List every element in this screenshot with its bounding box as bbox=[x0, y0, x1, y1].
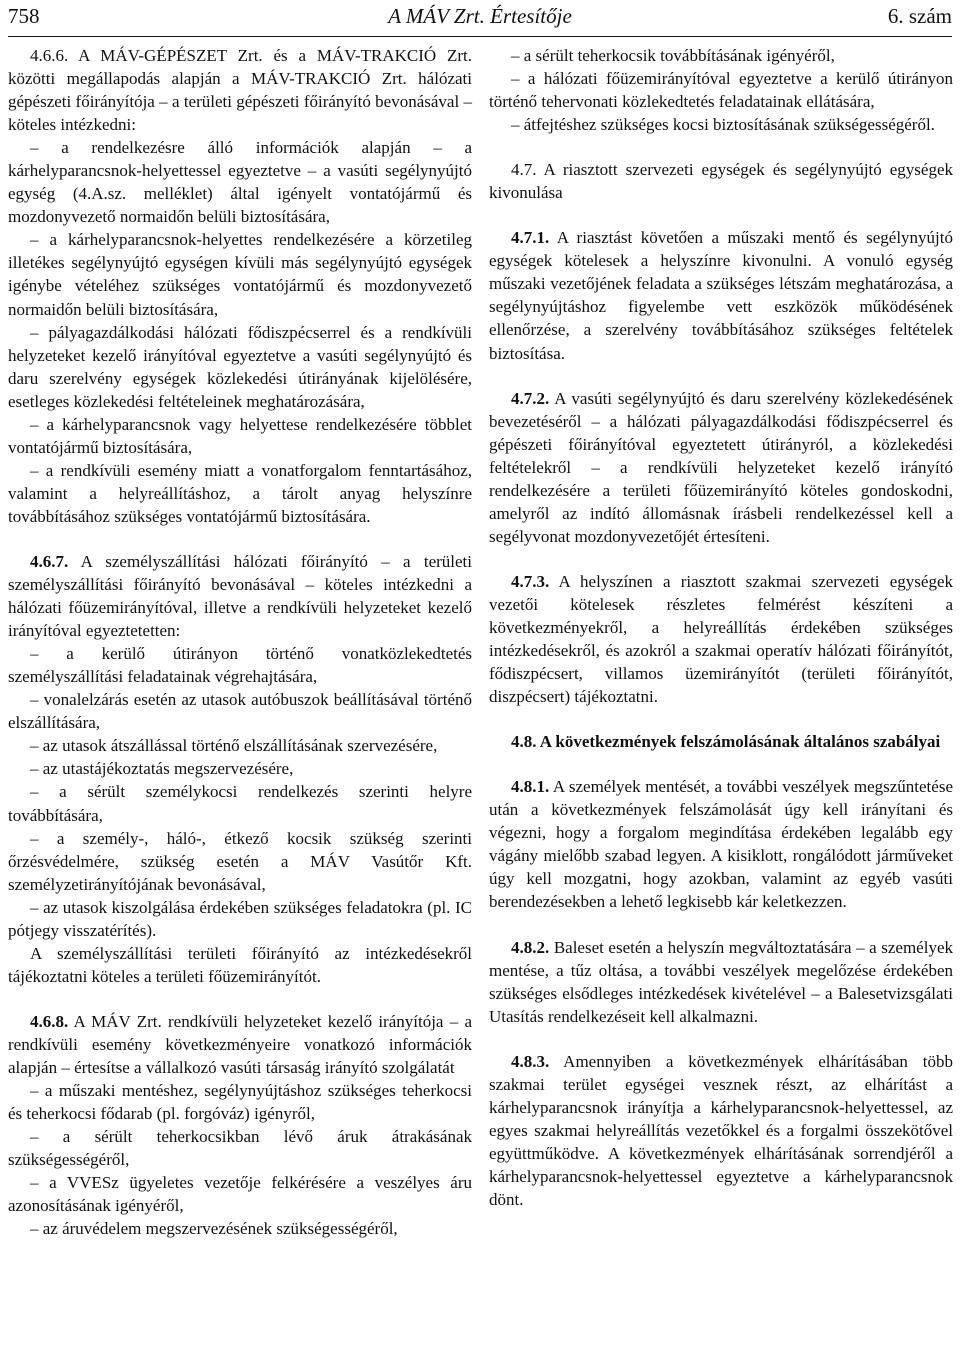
section-4-8-1 bbox=[489, 775, 953, 913]
section-number: 4.8.1. bbox=[511, 777, 550, 797]
journal-title: A MÁV Zrt. Értesítője bbox=[388, 4, 572, 28]
list-item: – a kárhelyparancsnok-helyettes rendelkezésére a körzetileg illetékes segélynyújtó egységen kívüli más segélynyújtó egységek igénybe vételéhez szükséges vontatójármű és mozdonyvezető normaidőn belüli biztosítására, bbox=[8, 230, 472, 319]
section-4-7-3 bbox=[489, 570, 953, 708]
list-item: – a műszaki mentéshez, segélynyújtáshoz szükséges teherkocsi és teherkocsi fődarab (pl. forgóváz) igényről, bbox=[8, 1081, 472, 1124]
list-item: – az utastájékoztatás megszervezésére, bbox=[30, 759, 294, 779]
section-text: A vasúti segélynyújtó és daru szerelvény közlekedésének bevezetéséről – a hálózati pályagazdálkodási fődiszpécserrel és gépészeti főirányítóval egyeztetett útirányról, a közlekedési feltételekről – a rendkívüli helyzeteket kezelő irányító rendelkezésére a területi főüzemirányító köteles gondoskodni, amelyről az indító állomásnak írásbeli rendelkezéssel kell a segélyvonat mozdonyvezetőjét értesíteni. bbox=[489, 388, 953, 546]
page-header bbox=[8, 0, 952, 34]
section-4-6-7 bbox=[8, 550, 472, 642]
page-number: 758 bbox=[8, 4, 40, 28]
paragraph: 4.6.6. A MÁV-GÉPÉSZET Zrt. és a MÁV-TRAKCIÓ Zrt. közötti megállapodás alapján a MÁV-TRAKCIÓ Zrt. hálózati gépészeti főirányítója – a területi gépészeti főirányító bevonásával – köteles intézkedni: bbox=[8, 46, 472, 135]
section-number: 4.7.1. bbox=[511, 228, 550, 248]
list-item: – átfejtéshez szükséges kocsi biztosításának szükségességéről. bbox=[511, 115, 935, 135]
section-number: 4.7.2. bbox=[511, 388, 550, 408]
section-text: A helyszínen a riasztott szakmai szervezeti egységek vezetői kötelesek részletes felmérést készíteni a következményekről, a helyreállítás érdekében szükséges intézkedésekről, és azokról a szakmai operatív hálózati főirányítót, fődiszpécsert, villamos üzemirányítót (területi főirányítót, diszpécsert) tájékoztatni. bbox=[489, 571, 953, 707]
list-item: – az utasok átszállással történő elszállításának szervezésére, bbox=[30, 736, 438, 756]
section-4-6-8 bbox=[8, 1010, 472, 1079]
section-heading-4-8: 4.8. A következmények felszámolásának általános szabályai bbox=[511, 732, 941, 752]
left-column bbox=[8, 44, 472, 1240]
list-item: – a sérült teherkocsik továbbításának igényéről, bbox=[511, 46, 835, 65]
list-item: – a hálózati főüzemirányítóval egyeztetve a kerülő útirányon történő tehervonati közlekedtetés feladatainak ellátására, bbox=[489, 69, 953, 112]
section-number: 4.6.7. bbox=[30, 551, 69, 571]
list-item: – a rendkívüli esemény miatt a vonatforgalom fenntartásához, valamint a helyreállításhoz, a tárolt anyag helyszínre továbbításához szükséges vontatójármű biztosítására. bbox=[8, 460, 472, 526]
list-item: – az utasok kiszolgálása érdekében szükséges feladatokra (pl. IC pótjegy visszatérítés). bbox=[8, 897, 472, 940]
section-text: Amennyiben a következmények elhárításában több szakmai terület egységei vesznek részt, az elhárítást a kárhelyparancsnok irányítja a kárhelyparancsnok-helyettessel, az egyes szakmai helyreállítás vezetőkkel és a forgalmi összekötővel együttműködve. A következmények elhárításának sorrendjéről a kárhelyparancsnok-helyettessel egyeztetve a kárhelyparancsnok dönt. bbox=[489, 1051, 953, 1209]
paragraph: A személyszállítási területi főirányító az intézkedésekről tájékoztatni köteles a területi főüzemirányítót. bbox=[8, 943, 472, 986]
section-number: 4.8.2. bbox=[511, 937, 550, 957]
section-heading-4-7: 4.7. A riasztott szervezeti egységek és segélynyújtó egységek kivonulása bbox=[489, 160, 953, 203]
section-number: 4.8.3. bbox=[511, 1051, 550, 1071]
list-item: – az áruvédelem megszervezésének szükségességéről, bbox=[30, 1219, 398, 1239]
list-item: – a személy-, háló-, étkező kocsik szükség szerinti őrzésvédelmére, szükség esetén a MÁV Vasútőr Kft. személyzetirányítójának bevonásával, bbox=[8, 828, 472, 894]
section-4-8-2 bbox=[489, 936, 953, 1028]
list-item: – a rendelkezésre álló információk alapján – a kárhelyparancsnok-helyettessel egyeztetve – a vasúti segélynyújtó egység (4.A.sz. melléklet) által igényelt vontatójármű és mozdonyvezető normaidőn belüli biztosítására, bbox=[8, 138, 472, 227]
section-text: A riasztást követően a műszaki mentő és segélynyújtó egységek kötelesek a helyszínre kivonulni. A vonuló egység műszaki vezetőjének feladata a szükséges létszám meghatározása, a segélynyújtáshoz figyelembe vett eszközök működésének ellenőrzése, a szerelvény továbbításához szükséges feltételek biztosítása. bbox=[489, 228, 953, 363]
section-4-8-3 bbox=[489, 1050, 953, 1211]
issue-number: 6. szám bbox=[887, 4, 952, 28]
header-rule bbox=[8, 36, 952, 37]
section-number: 4.6.8. bbox=[30, 1011, 69, 1031]
section-text: A személyszállítási hálózati főirányító – a területi személyszállítási főirányító bevonásával – köteles intézkedni a hálózati főüzemirányítóval, illetve a rendkívüli helyzeteket kezelő irányítóval egyeztetetten: bbox=[8, 551, 472, 641]
list-item: – a kerülő útirányon történő vonatközlekedtetés személyszállítási feladatainak végrehajtására, bbox=[8, 644, 472, 687]
list-item: – pályagazdálkodási hálózati fődiszpécserrel és a rendkívüli helyzeteket kezelő irányítóval egyeztetve a vasúti segélynyújtó és daru szerelvény egységek közlekedési útirányának kijelölésére, esetleges közlekedési feltételeinek meghatározására, bbox=[8, 322, 472, 411]
section-number: 4.7.3. bbox=[511, 571, 550, 591]
list-item: – vonalelzárás esetén az utasok autóbuszok beállításával történő elszállítására, bbox=[8, 690, 472, 733]
section-text: A MÁV Zrt. rendkívüli helyzeteket kezelő irányítója – a rendkívüli esemény következményeire vonatkozó információk alapján – értesítse a vállalkozó vasúti társaság irányító szolgálatát bbox=[8, 1011, 472, 1077]
section-4-7-2 bbox=[489, 387, 953, 548]
section-text: A személyek mentését, a további veszélyek megszűntetése után a következmények felszámolását úgy kell irányítani és végezni, hogy a forgalom megindítása érdekében legalább egy vágány mielőbb szabad legyen. A kisiklott, rongálódott járműveket úgy kell mozgatni, hogy azokban, valamint az egyéb vasúti berendezésekben a lehető legkisebb kár keletkezzen. bbox=[489, 777, 953, 912]
list-item: – a sérült teherkocsikban lévő áruk átrakásának szükségességéről, bbox=[8, 1127, 472, 1170]
list-item: – a VVESz ügyeletes vezetője felkérésére a veszélyes áru azonosításának igényéről, bbox=[8, 1173, 472, 1216]
list-item: – a kárhelyparancsnok vagy helyettese rendelkezésére többlet vontatójármű biztosítására, bbox=[8, 414, 472, 457]
right-column bbox=[489, 44, 953, 1211]
section-text: Baleset esetén a helyszín megváltoztatására – a személyek mentése, a tűz oltása, a további veszélyek megelőzése érdekében szükséges elsődleges intézkedések kivételével – a Balesetvizsgálati Utasítás rendelkezéseit kell alkalmazni. bbox=[489, 937, 953, 1026]
section-4-7-1 bbox=[489, 226, 953, 364]
list-item: – a sérült személykocsi rendelkezés szerinti helyre továbbítására, bbox=[8, 782, 472, 825]
